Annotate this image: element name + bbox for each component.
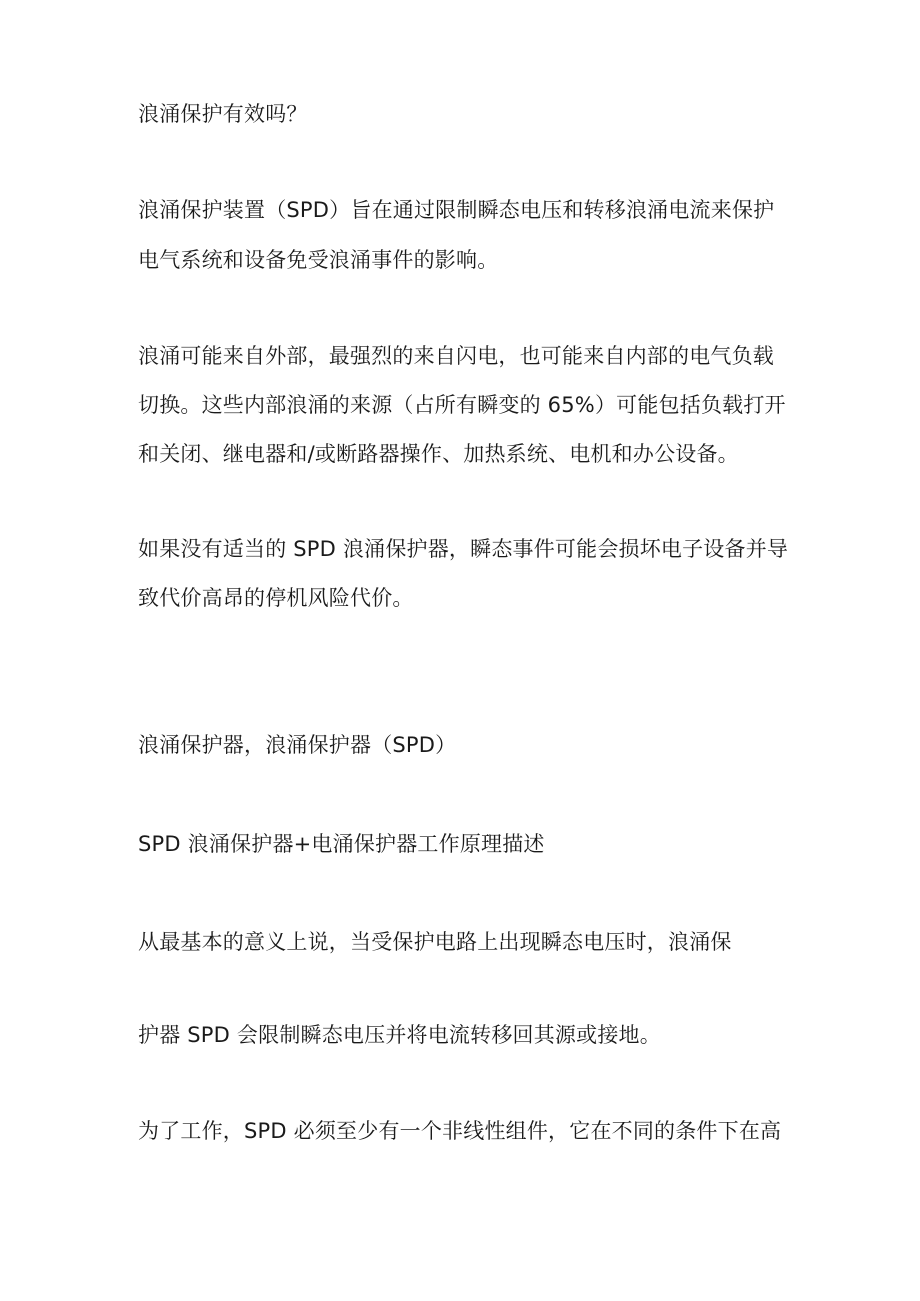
section-title: 浪涌保护器，浪涌保护器（SPD） [138, 733, 457, 757]
paragraph-line: 浪涌可能来自外部，最强烈的来自闪电，也可能来自内部的电气负载 [138, 344, 774, 368]
paragraph-line: 和关闭、继电器和/或断路器操作、加热系统、电机和办公设备。 [138, 442, 739, 466]
paragraph-line: 从最基本的意义上说，当受保护电路上出现瞬态电压时，浪涌保 [138, 930, 732, 954]
heading-question: 浪涌保护有效吗？ [138, 102, 308, 126]
paragraph-line: 浪涌保护装置（SPD）旨在通过限制瞬态电压和转移浪涌电流来保护 [138, 198, 775, 222]
paragraph-line: 电气系统和设备免受浪涌事件的影响。 [138, 248, 499, 272]
paragraph-line: 为了工作，SPD 必须至少有一个非线性组件，它在不同的条件下在高 [138, 1119, 782, 1143]
paragraph-line: 护器 SPD 会限制瞬态电压并将电流转移回其源或接地。 [138, 1023, 661, 1047]
subsection-title: SPD 浪涌保护器+电涌保护器工作原理描述 [138, 832, 545, 856]
paragraph-line: 切换。这些内部浪涌的来源（占所有瞬变的 65%）可能包括负载打开 [138, 393, 786, 417]
paragraph-line: 如果没有适当的 SPD 浪涌保护器，瞬态事件可能会损坏电子设备并导 [138, 537, 789, 561]
paragraph-line: 致代价高昂的停机风险代价。 [138, 586, 414, 610]
